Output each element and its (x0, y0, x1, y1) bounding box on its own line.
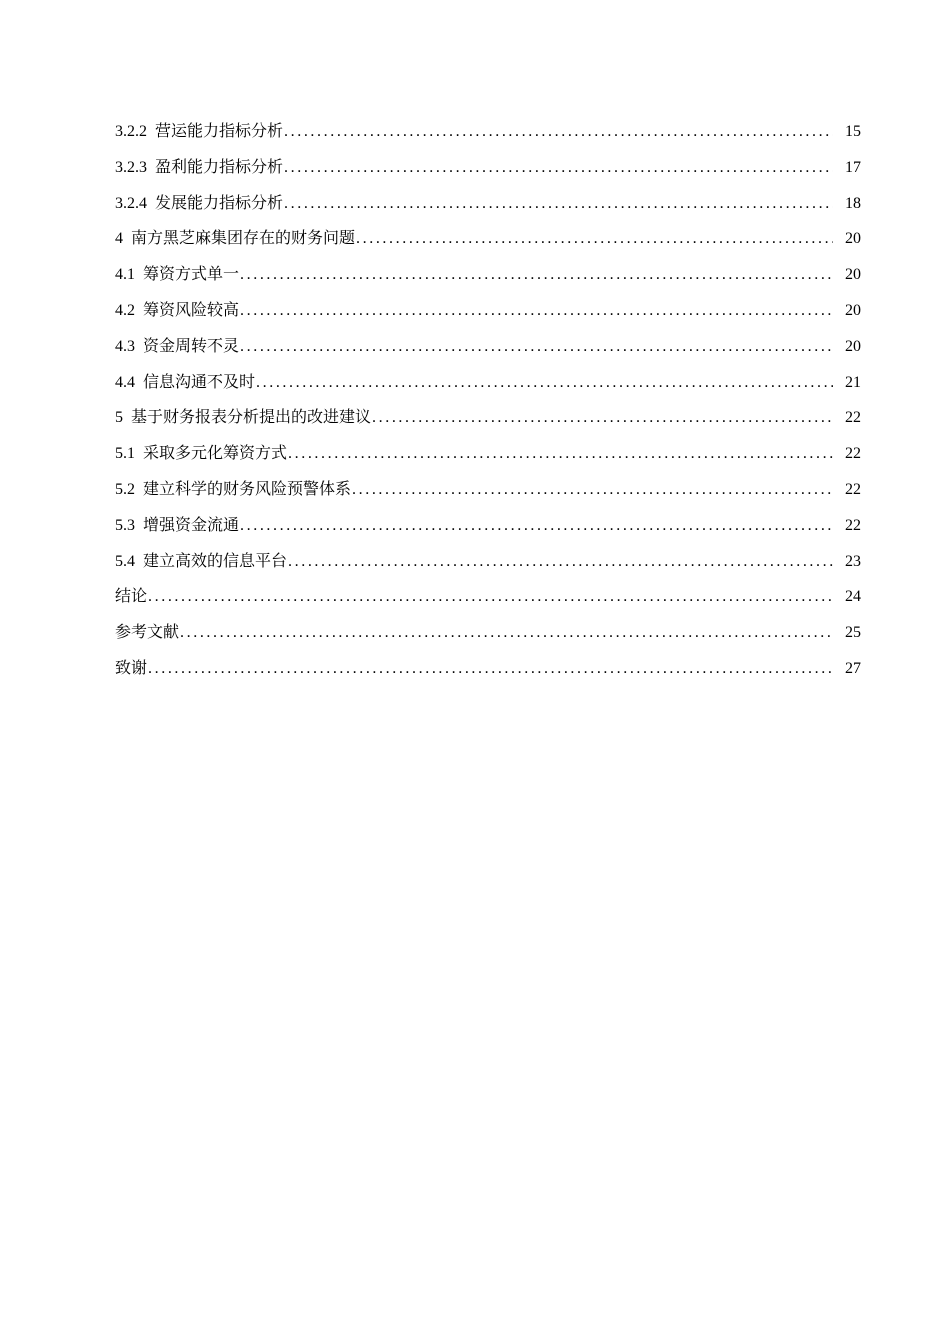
toc-entry-number: 4.1 (115, 266, 135, 284)
toc-entry-page: 20 (845, 230, 861, 248)
toc-entry-title: 结论 (115, 588, 148, 606)
toc-leader-dots (284, 186, 833, 222)
toc-entry[interactable] (115, 400, 861, 436)
toc-entry-page: 20 (845, 337, 861, 355)
toc-entry[interactable] (115, 579, 861, 615)
toc-entry[interactable] (115, 186, 861, 222)
toc-entry[interactable] (115, 221, 861, 257)
toc-entry[interactable] (115, 114, 861, 150)
toc-entry-title: 营运能力指标分析 (155, 123, 284, 140)
toc-entry-page: 22 (845, 409, 861, 427)
toc-entry-title: 信息沟通不及时 (143, 373, 256, 391)
toc-leader-dots (240, 257, 833, 293)
toc-entry-page: 22 (845, 516, 861, 534)
toc-entry-title: 南方黑芝麻集团存在的财务问题 (131, 230, 356, 248)
toc-leader-dots (356, 221, 833, 257)
toc-entry-title: 致谢 (115, 659, 148, 677)
toc-entry-title: 筹资方式单一 (143, 266, 240, 284)
toc-entry-page: 15 (845, 123, 861, 140)
toc-entry-page: 18 (845, 194, 861, 212)
toc-entry-number: 3.2.2 (115, 123, 147, 140)
toc-entry-number: 5.4 (115, 552, 135, 570)
toc-entry-page: 21 (845, 373, 861, 391)
toc-entry-page: 22 (845, 445, 861, 463)
toc-entry-title: 筹资风险较高 (143, 301, 240, 319)
toc-entry-number: 5.2 (115, 480, 135, 498)
toc-entry[interactable] (115, 150, 861, 186)
toc-entry-number: 5.3 (115, 516, 135, 534)
toc-leader-dots (256, 365, 833, 401)
toc-entry-number: 3.2.3 (115, 158, 147, 176)
toc-entry[interactable] (115, 544, 861, 580)
toc-entry-page: 20 (845, 301, 861, 319)
toc-entry[interactable] (115, 257, 861, 293)
table-of-contents (115, 114, 861, 687)
toc-entry-number: 5 (115, 409, 123, 427)
toc-entry-title: 发展能力指标分析 (155, 194, 284, 212)
toc-entry-title: 资金周转不灵 (143, 337, 240, 355)
toc-entry-number: 4.4 (115, 373, 135, 391)
toc-entry-page: 27 (845, 659, 861, 677)
toc-entry[interactable] (115, 329, 861, 365)
toc-leader-dots (240, 329, 833, 365)
toc-entry[interactable] (115, 651, 861, 687)
toc-leader-dots (288, 436, 833, 472)
toc-entry-page: 25 (845, 624, 861, 642)
toc-entry-page: 22 (845, 480, 861, 498)
toc-entry[interactable] (115, 365, 861, 401)
toc-entry[interactable] (115, 436, 861, 472)
toc-leader-dots (240, 508, 833, 544)
toc-entry-title: 基于财务报表分析提出的改进建议 (131, 409, 372, 427)
toc-entry[interactable] (115, 615, 861, 651)
toc-entry-page: 23 (845, 552, 861, 570)
toc-leader-dots (240, 293, 833, 329)
toc-leader-dots (180, 615, 833, 651)
toc-entry[interactable] (115, 508, 861, 544)
toc-entry-title: 参考文献 (115, 624, 180, 642)
toc-leader-dots (284, 114, 833, 150)
toc-entry[interactable] (115, 472, 861, 508)
toc-entry-page: 24 (845, 588, 861, 606)
toc-entry-number: 4 (115, 230, 123, 248)
toc-leader-dots (284, 150, 833, 186)
toc-entry-title: 建立科学的财务风险预警体系 (143, 480, 352, 498)
toc-leader-dots (288, 544, 833, 580)
toc-entry[interactable] (115, 293, 861, 329)
toc-entry-number: 3.2.4 (115, 194, 147, 212)
toc-entry-title: 建立高效的信息平台 (143, 552, 288, 570)
toc-entry-title: 采取多元化筹资方式 (143, 445, 288, 463)
toc-entry-page: 20 (845, 266, 861, 284)
toc-entry-number: 4.2 (115, 301, 135, 319)
toc-entry-number: 4.3 (115, 337, 135, 355)
toc-leader-dots (148, 651, 833, 687)
toc-entry-title: 增强资金流通 (143, 516, 240, 534)
toc-leader-dots (148, 579, 833, 615)
toc-leader-dots (372, 400, 833, 436)
toc-entry-number: 5.1 (115, 445, 135, 463)
toc-entry-page: 17 (845, 158, 861, 176)
toc-entry-title: 盈利能力指标分析 (155, 158, 284, 176)
toc-leader-dots (352, 472, 833, 508)
